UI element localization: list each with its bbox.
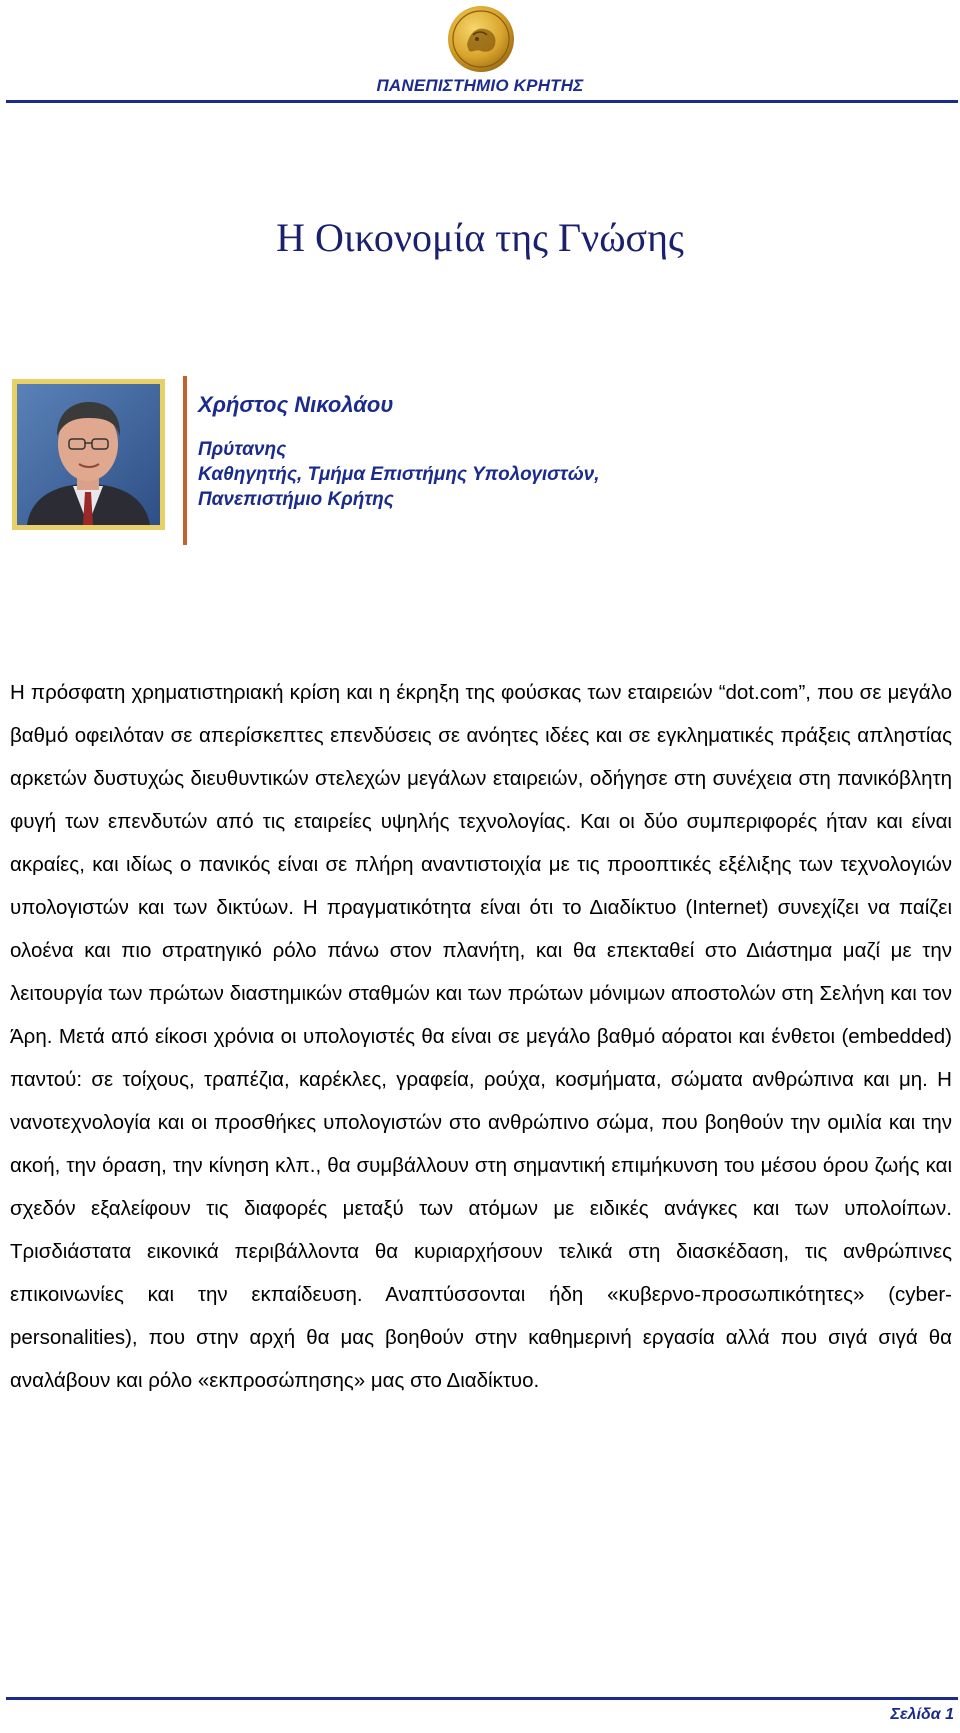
body-paragraph: Η πρόσφατη χρηματιστηριακή κρίση και η έκρηξη της φούσκας των εταιρειών “dot.com”, που σε μεγάλο βαθμό οφειλόταν σε απερίσκεπτες επενδύσεις σε ανόητες ιδέες και σε εγκληματικές πράξεις απληστίας αρκετών δυστυχώς διευθυντικών στελεχών μεγάλων εταιρειών, οδήγησε στη συνέχεια στη πανικόβλητη φυγή των επενδυτών από τις εταιρείες υψηλής τεχνολογίας. Και οι δύο συμπεριφορές ήταν και είναι ακραίες, και ιδίως ο πανικός είναι σε πλήρη αναντιστοιχία με τις προοπτικές εξέλιξης των τεχνολογιών υπολογιστών και των δικτύων. Η πραγματικότητα είναι ότι το Διαδίκτυο (Internet) συνεχίζει να παίζει ολοένα και πιο στρατηγικό ρόλο πάνω στον πλανήτη, και θα επεκταθεί στο Διάστημα μαζί με την λειτουργία των πρώτων διαστημικών σταθμών και των πρώτων μόνιμων αποστολών στη Σελήνη και τον Άρη. Μετά από είκοσι χρόνια οι υπολογιστές θα είναι σε μεγάλο βαθμό αόρατοι και ένθετοι (embedded) παντού: σε τοίχους, τραπέζια, καρέκλες, γραφεία, ρούχα, κοσμήματα, σώματα ανθρώπινα και μη. Η νανοτεχνολογία και οι προσθήκες υπολογιστών στο ανθρώπινο σώμα, που βοηθούν την ομιλία και την ακοή, την όραση, την κίνηση κλπ., θα συμβάλλουν στη σημαντική επιμήκυνση του μέσου όρου ζωής και σχεδόν εξαλείφουν τις διαφορές μεταξύ των ατόμων με ειδικές ανάγκες και των υπολοίπων. Τρισδιάστατα εικονικά περιβάλλοντα θα κυριαρχήσουν τελικά στη διασκέδαση, τις ανθρώπινες επικοινωνίες και την εκπαίδευση. Αναπτύσσονται ήδη «κυβερνο-προσωπικότητες» (cyber-personalities), που στην αρχή θα μας βοηθούν στην καθημερινή εργασία αλλά που σιγά σιγά θα αναλάβουν και ρόλο «εκπροσώπησης» μας στο Διαδίκτυο. [10,681,952,1392]
document-title: Η Οικονομία της Γνώσης [276,215,684,260]
author-position: Καθηγητής, Τμήμα Επιστήμης Υπολογιστών, [198,464,600,485]
author-affiliation: Πανεπιστήμιο Κρήτης [198,489,394,510]
author-divider [183,376,187,545]
author-details [198,437,600,512]
university-name: ΠΑΝΕΠΙΣΤΗΜΙΟ ΚΡΗΤΗΣ [376,76,584,95]
author-role: Πρύτανης [198,439,287,460]
author-name: Χρήστος Νικολάου [198,392,394,417]
author-photo [12,379,165,530]
page-header [0,0,960,106]
page-number: Σελίδα 1 [890,1706,954,1723]
footer-divider [6,1697,958,1700]
header-divider [6,100,958,103]
author-portrait-image [17,384,160,525]
university-seal-logo [447,5,515,73]
